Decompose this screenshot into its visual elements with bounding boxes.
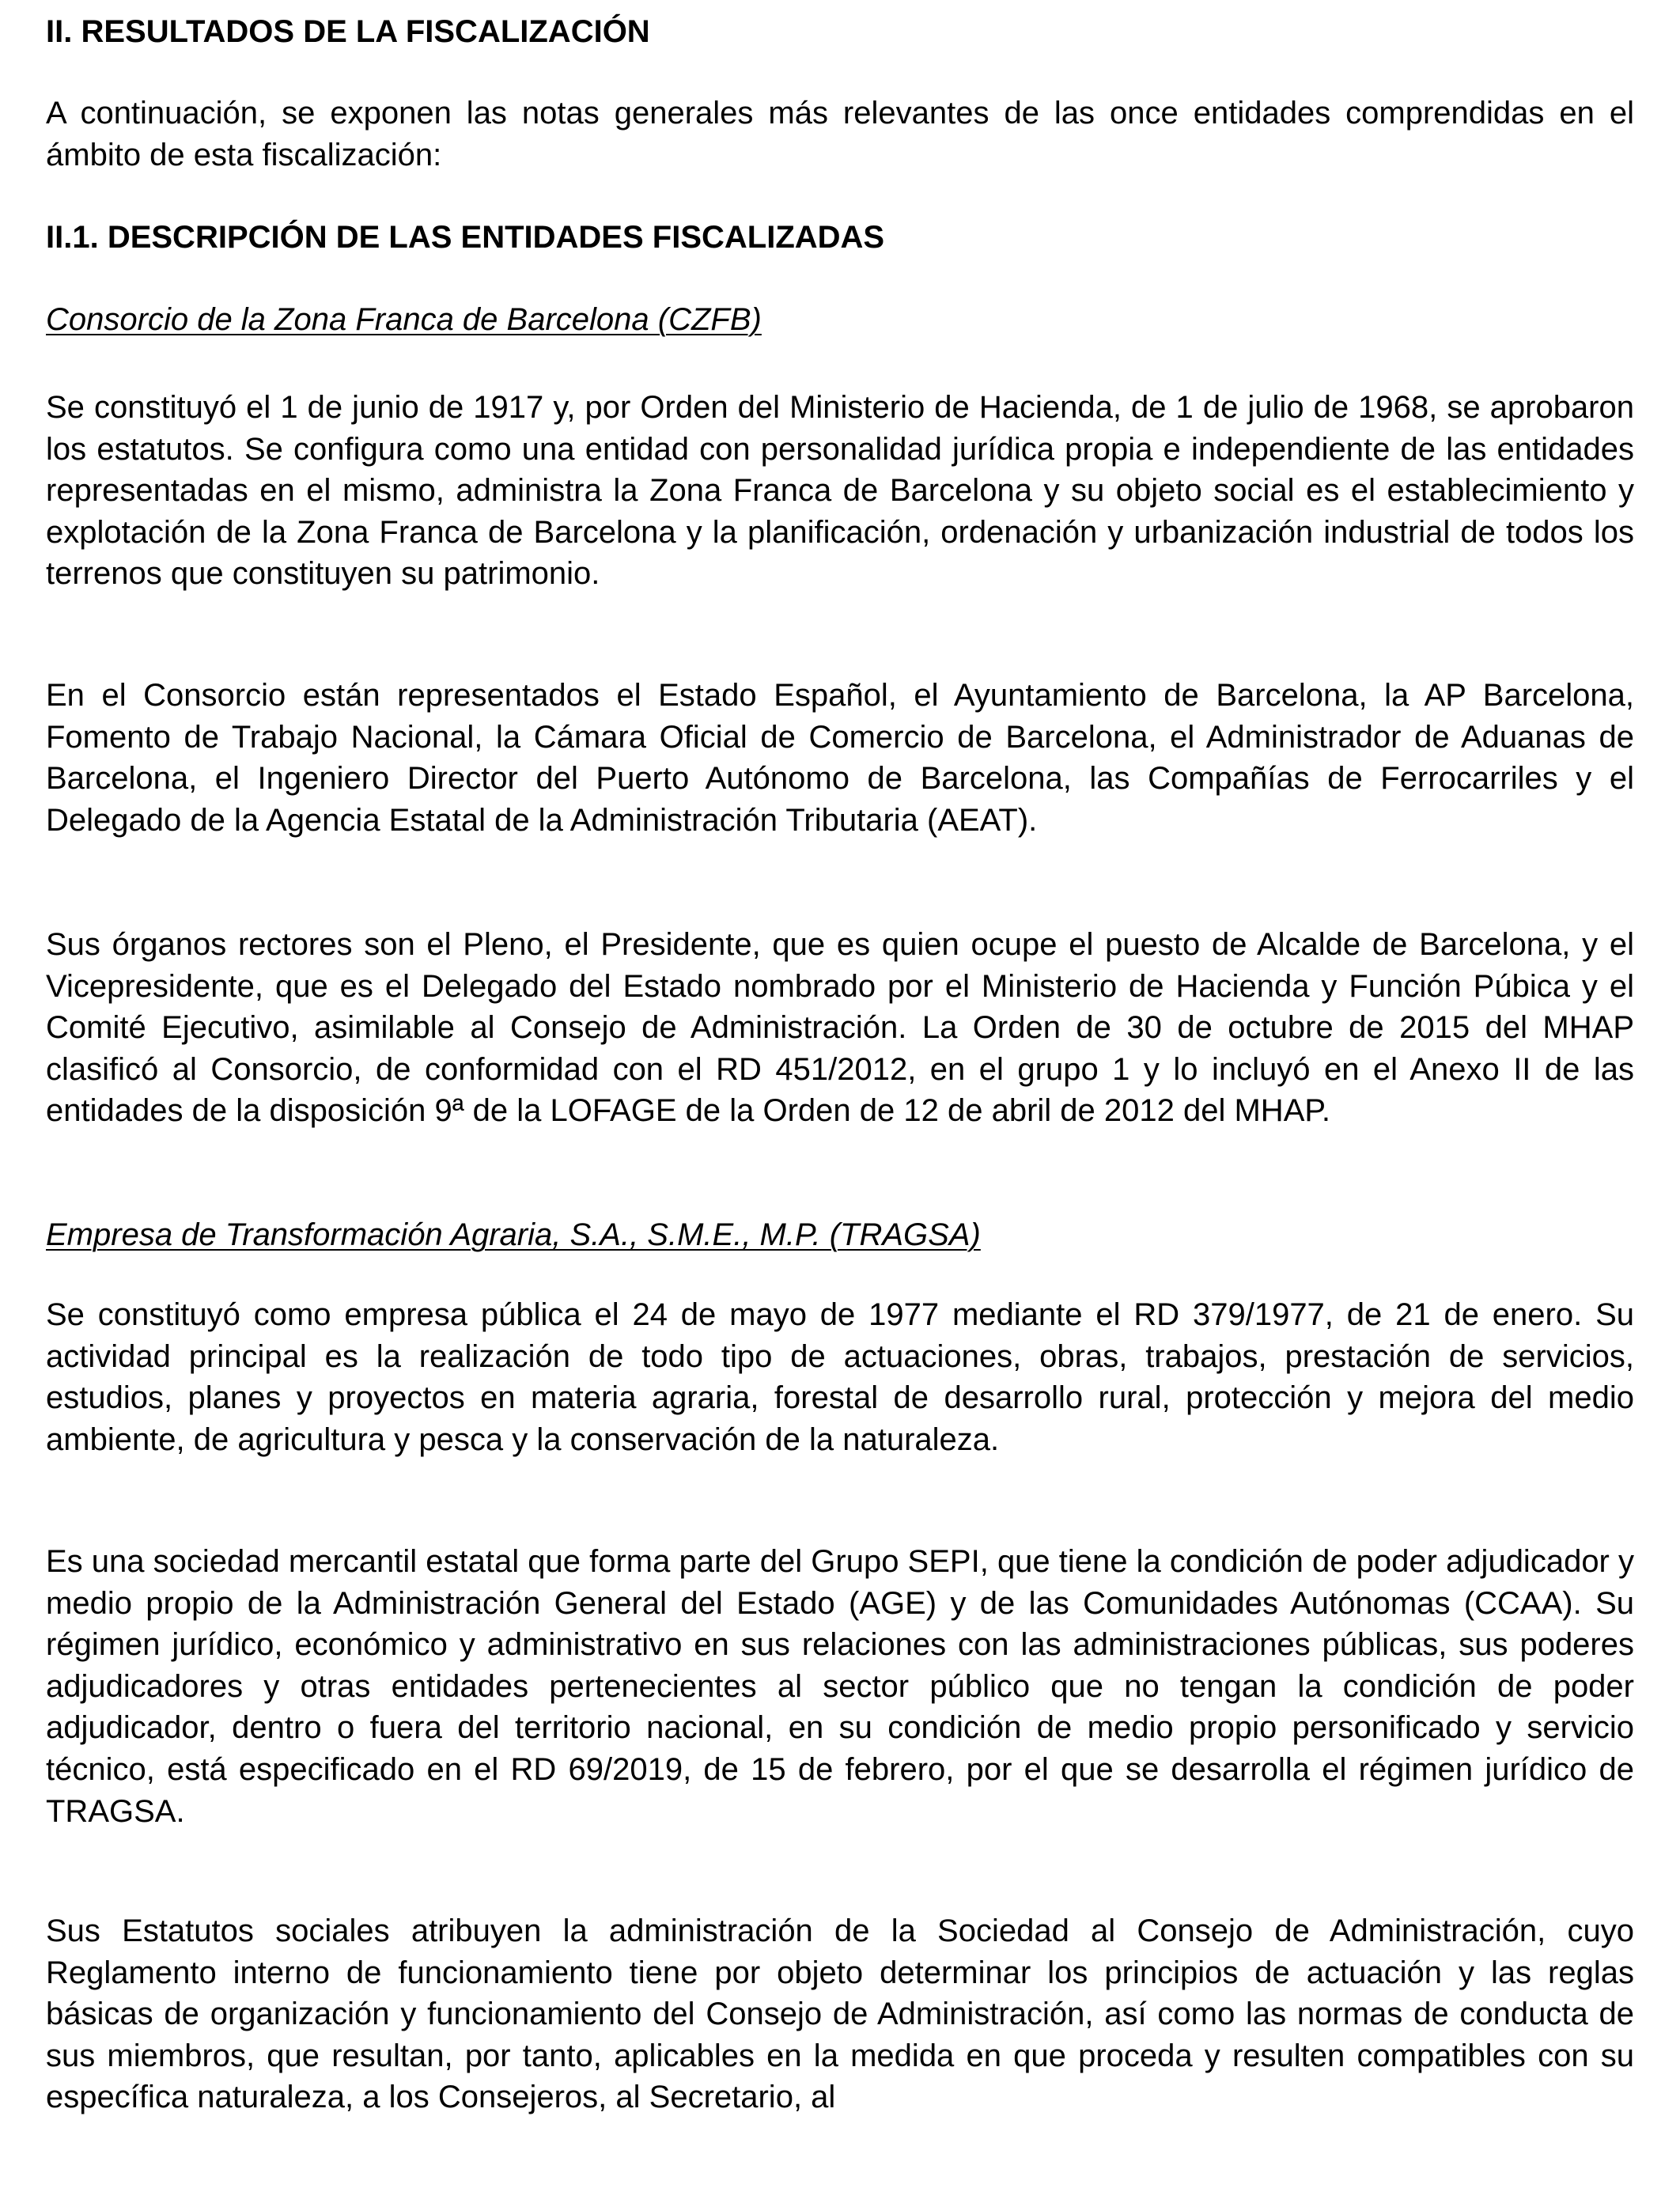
subsection-heading: II.1. DESCRIPCIÓN DE LAS ENTIDADES FISCALIZADAS — [46, 220, 885, 255]
section-heading: II. RESULTADOS DE LA FISCALIZACIÓN — [46, 14, 650, 49]
entity-title-czfb: Consorcio de la Zona Franca de Barcelona (CZFB) — [46, 302, 762, 337]
tragsa-paragraph-1: Se constituyó como empresa pública el 24 de mayo de 1977 mediante el RD 379/1977, de 21 de enero. Su actividad principal es la realización de todo tipo de actuaciones, obras, trabajos, prestación de servicios, estudios, planes y proyectos en materia agraria, forestal de desarrollo rural, protección y mejora del medio ambiente, de agricultura y pesca y la conservación de la naturaleza. — [46, 1297, 1634, 1457]
czfb-paragraph-3: Sus órganos rectores son el Pleno, el Presidente, que es quien ocupe el puesto de Alcalde de Barcelona, y el Vicepresidente, que es el Delegado del Estado nombrado por el Ministerio de Hacienda y Función Púbica y el Comité Ejecutivo, asimilable al Consejo de Administración. La Orden de 30 de octubre de 2015 del MHAP clasificó al Consorcio, de conformidad con el RD 451/2012, en el grupo 1 y lo incluyó en el Anexo II de las entidades de la disposición 9ª de la LOFAGE de la Orden de 12 de abril de 2012 del MHAP. — [46, 927, 1634, 1129]
czfb-paragraph-2: En el Consorcio están representados el Estado Español, el Ayuntamiento de Barcelona, la AP Barcelona, Fomento de Trabajo Nacional, la Cámara Oficial de Comercio de Barcelona, el Administrador de Aduanas de Barcelona, el Ingeniero Director del Puerto Autónomo de Barcelona, las Compañías de Ferrocarriles y el Delegado de la Agencia Estatal de la Administración Tributaria (AEAT). — [46, 678, 1634, 838]
czfb-paragraph-1: Se constituyó el 1 de junio de 1917 y, por Orden del Ministerio de Hacienda, de 1 de julio de 1968, se aprobaron los estatutos. Se configura como una entidad con personalidad jurídica propia e independiente de las entidades representadas en el mismo, administra la Zona Franca de Barcelona y su objeto social es el establecimiento y explotación de la Zona Franca de Barcelona y la planificación, ordenación y urbanización industrial de todos los terrenos que constituyen su patrimonio. — [46, 390, 1634, 592]
tragsa-paragraph-2: Es una sociedad mercantil estatal que forma parte del Grupo SEPI, que tiene la condición de poder adjudicador y medio propio de la Administración General del Estado (AGE) y de las Comunidades Autónomas (CCAA). Su régimen jurídico, económico y administrativo en sus relaciones con las administraciones públicas, sus poderes adjudicadores y otras entidades pertenecientes al sector público que no tengan la condición de poder adjudicador, dentro o fuera del territorio nacional, en su condición de medio propio personificado y servicio técnico, está especificado en el RD 69/2019, de 15 de febrero, por el que se desarrolla el régimen jurídico de TRAGSA. — [46, 1544, 1634, 1829]
entity-title-tragsa: Empresa de Transformación Agraria, S.A., S.M.E., M.P. (TRAGSA) — [46, 1217, 981, 1252]
intro-paragraph: A continuación, se exponen las notas generales más relevantes de las once entidades comprendidas en el ámbito de esta fiscalización: — [46, 96, 1634, 172]
tragsa-paragraph-3: Sus Estatutos sociales atribuyen la administración de la Sociedad al Consejo de Administración, cuyo Reglamento interno de funcionamiento tiene por objeto determinar los principios de actuación y las reglas básicas de organización y funcionamiento del Consejo de Administración, así como las normas de conducta de sus miembros, que resultan, por tanto, aplicables en la medida en que proceda y resulten compatibles con su específica naturaleza, a los Consejeros, al Secretario, al — [46, 1914, 1634, 2115]
